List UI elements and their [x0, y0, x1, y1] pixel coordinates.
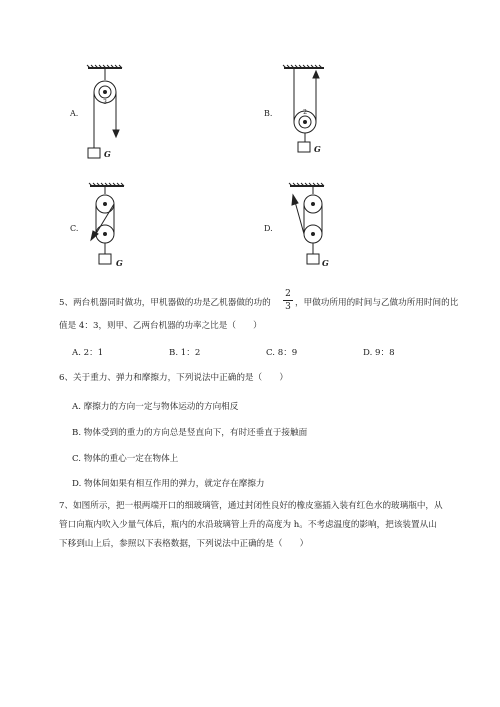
- pulley-figure-d: [282, 182, 330, 277]
- q5-option-c[interactable]: C. 8：9: [266, 348, 298, 358]
- pulley-figure-b: [282, 64, 330, 164]
- q6-option-b[interactable]: B. 物体受到的重力的方向总是竖直向下，有时还垂直于接触面: [72, 428, 308, 438]
- svg-text:2: 2: [303, 109, 307, 116]
- q6-stem: 6、关于重力、弹力和摩擦力，下列说法中正确的是（ ）: [59, 373, 288, 383]
- q6-option-c[interactable]: C. 物体的重心一定在物体上: [72, 454, 179, 464]
- q6-option-d[interactable]: D. 物体间如果有相互作用的弹力，就定存在摩擦力: [72, 479, 265, 489]
- q5-option-a[interactable]: A. 2：1: [72, 348, 104, 358]
- q5-fraction-denominator: 3: [285, 302, 291, 312]
- figure-d-letter: D.: [264, 224, 273, 233]
- figure-b-load-label: G: [314, 144, 321, 154]
- q5-line1-post: ，甲做功所用的时间与乙做功所用时间的比: [295, 298, 459, 308]
- q6-option-a[interactable]: A. 摩擦力的方向一定与物体运动的方向相反: [72, 402, 239, 412]
- figure-c-load-label: G: [116, 258, 123, 268]
- figure-d-load-label: G: [322, 258, 329, 268]
- pulley-figure-a: [82, 64, 130, 164]
- q5-option-b[interactable]: B. 1：2: [169, 348, 201, 358]
- q7-line2: 管口向瓶内吹入少量气体后，瓶内的水沿玻璃管上升的高度为 h。不考虑温度的影响，把该装置从山: [59, 520, 437, 530]
- figure-c-letter: C.: [70, 224, 79, 233]
- figure-a-load-label: G: [104, 149, 111, 159]
- q5-fraction-numerator: 2: [285, 289, 291, 299]
- svg-text:3: 3: [103, 99, 107, 106]
- q5-option-d[interactable]: D. 9：8: [363, 348, 395, 358]
- q5-fraction: [283, 289, 293, 312]
- figure-b-letter: B.: [264, 109, 273, 118]
- q5-line1-pre: 5、两台机器同时做功，甲机器做的功是乙机器做的功的: [59, 298, 271, 308]
- figure-a-letter: A.: [70, 109, 79, 118]
- q7-line3: 下移到山上后，参照以下表格数据，下列说法中正确的是（ ）: [59, 539, 309, 549]
- q5-line2: 值是 4：3，则甲、乙两台机器的功率之比是（ ）: [59, 321, 262, 331]
- q7-line1: 7、如图所示，把一根两端开口的细玻璃管，通过封闭性良好的橡皮塞插入装有红色水的玻璃瓶中，从: [59, 501, 443, 511]
- pulley-figure-c: [82, 182, 130, 277]
